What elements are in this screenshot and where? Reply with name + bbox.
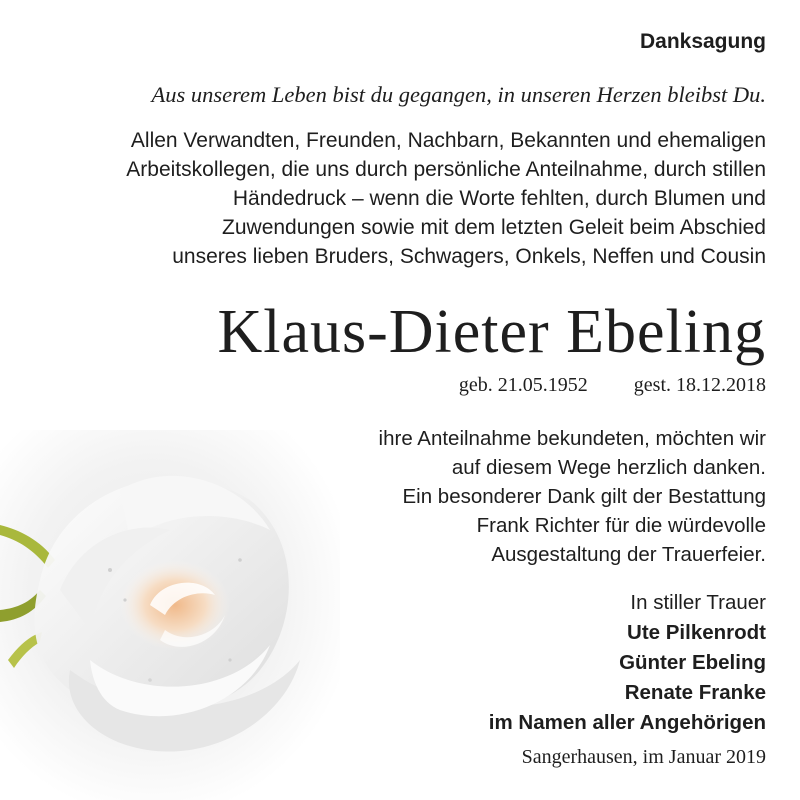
mourner-name: im Namen aller Angehörigen	[488, 711, 766, 734]
mourners-block	[400, 588, 766, 738]
life-dates	[459, 374, 766, 397]
intro-line: Arbeitskollegen, die uns durch persönliche Anteilnahme, durch stillen	[126, 158, 766, 181]
mourning-intro: In stiller Trauer	[630, 591, 766, 614]
thanks-line: Ein besonderer Dank gilt der Bestattung	[402, 485, 766, 508]
notice-heading: Danksagung	[639, 30, 766, 53]
intro-line: unseres lieben Bruders, Schwagers, Onkels, Neffen und Cousin	[172, 245, 766, 268]
thanks-line: ihre Anteilnahme bekundeten, möchten wir	[378, 427, 766, 450]
place-and-date: Sangerhausen, im Januar 2019	[521, 746, 766, 768]
intro-line: Allen Verwandten, Freunden, Nachbarn, Bekannten und ehemaligen	[130, 129, 766, 152]
thanks-line: Frank Richter für die würdevolle	[476, 514, 766, 537]
motto-line: Aus unserem Leben bist du gegangen, in unseren Herzen bleibst Du.	[151, 82, 766, 107]
death-date: gest. 18.12.2018	[633, 374, 766, 396]
thanks-line: Ausgestaltung der Trauerfeier.	[491, 543, 766, 566]
intro-line: Zuwendungen sowie mit dem letzten Geleit beim Abschied	[222, 216, 766, 239]
mourner-name: Renate Franke	[624, 681, 766, 704]
intro-line: Händedruck – wenn die Worte fehlten, durch Blumen und	[232, 187, 766, 210]
thanks-paragraph	[300, 424, 766, 569]
thanks-line: auf diesem Wege herzlich danken.	[451, 456, 766, 479]
birth-date: geb. 21.05.1952	[458, 374, 588, 396]
mourner-name: Günter Ebeling	[619, 651, 766, 674]
white-rose-icon	[0, 430, 340, 800]
deceased-name: Klaus-Dieter Ebeling	[217, 298, 766, 366]
mourner-name: Ute Pilkenrodt	[627, 621, 766, 644]
intro-paragraph	[40, 126, 766, 271]
